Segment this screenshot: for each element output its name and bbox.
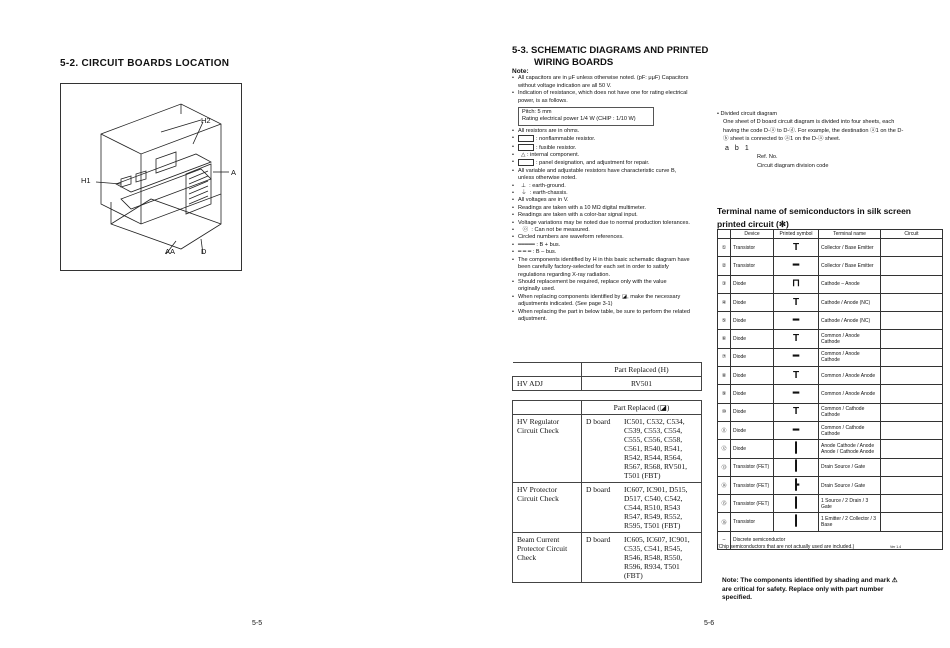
b-plus-bus-icon: ━━━━━ [518,241,537,248]
device-name: Diode [731,293,774,311]
table-row [513,483,702,533]
table-header: Part Replaced (H) [582,363,702,377]
printed-symbol-icon: ⊓ [774,275,819,293]
row-number: ⑭ [718,476,731,494]
table-cell: HV Protector Circuit Check [513,483,582,533]
b-minus-bus-icon: ━ ━ ━ [518,249,533,256]
note-item: • ⊥ : earth-ground. [518,183,690,190]
circuit-symbol-icon [881,257,943,275]
circuit-symbol-icon [881,348,943,366]
note-item: • : panel designation, and adjustment for repair. [518,159,690,167]
note-item: • All resistors are in ohms. [518,128,690,135]
terminal-name: Common / Cathode Cathode [819,421,881,439]
row-number: ⑩ [718,403,731,421]
not-measured-icon: ⓞ [518,227,532,234]
row-number: ⑦ [718,348,731,366]
row-number: ⑫ [718,440,731,458]
note-item: • Voltage variations may be noted due to normal production tolerances. [518,220,690,227]
note-item: • ━━━━━ : B + bus. [518,242,690,249]
circuit-symbol-icon [881,440,943,458]
box-line-2: Rating electrical power 1/4 W (CHIP : 1/10 W) [522,116,636,123]
circuit-symbol-icon [881,403,943,421]
device-name: Transistor (FET) [731,458,774,476]
resistance-box [518,107,654,126]
semiconductor-row [718,458,943,476]
circuit-symbol-icon [881,275,943,293]
label-h2: H2 [201,116,211,125]
terminal-name: 1 Emitter / 2 Collector / 3 Base [819,513,881,531]
terminal-name: Common / Anode Cathode [819,330,881,348]
table-cell: RV501 [582,377,702,391]
circuit-symbol-icon [881,367,943,385]
table-cell: D board [582,415,621,483]
table-cell: D board [582,483,621,533]
device-name: Transistor (FET) [731,495,774,513]
table-cell: HV ADJ [513,377,582,391]
fusible-resistor-icon [518,144,534,151]
printed-symbol-icon: ┣ [774,476,819,494]
terminal-name: Collector / Base Emitter [819,239,881,257]
col-header: Circuit [881,230,943,239]
heading-line-1: 5-3. SCHEMATIC DIAGRAMS AND PRINTED [512,45,709,56]
printed-symbol-icon: ━ [774,348,819,366]
table-cell: IC605, IC607, IC901, C535, C541, R545, R546, R548, R550, R596, R934, T501 (FBT) [620,533,702,583]
nonflammable-resistor-icon [518,135,534,142]
row-number: ⑪ [718,421,731,439]
semiconductor-row [718,440,943,458]
note-item: • All variable and adjustable resistors have characteristic curve B, unless otherwise noted. [518,168,690,183]
earth-chassis-icon: ⏚ [518,190,530,197]
semiconductor-table [717,229,943,550]
circuit-symbol-icon [881,385,943,403]
row-number: ② [718,257,731,275]
semiconductor-row [718,495,943,513]
row-number: ⑨ [718,385,731,403]
label-h1: H1 [81,176,91,185]
note-item: • The components identified by H in this basic schematic diagram have been carefully factory-selected for each set in order to satisfy regulations regarding X-ray radiation. [518,257,690,279]
row-number: ④ [718,293,731,311]
note-item: • Readings are taken with a color-bar signal input. [518,212,690,219]
terminal-name: 1 Source / 2 Drain / 3 Gate [819,495,881,513]
code-example: a b 1 [725,145,749,153]
table-row [513,415,702,483]
printed-symbol-icon: T [774,367,819,385]
row-number: ⑯ [718,513,731,531]
semiconductor-row [718,385,943,403]
earth-ground-icon: ⊥ [518,182,530,189]
circuit-symbol-icon [881,312,943,330]
semiconductor-title: Terminal name of semiconductors in silk screen printed circuit (✻) [717,206,911,229]
version-code: Ver 1.4 [890,545,902,549]
table-cell: Beam Current Protector Circuit Check [513,533,582,583]
note-item: • Indication of resistance, which does not have one for rating electrical power, is as follows. [518,90,690,105]
note-item: • △ : internal component. [518,152,690,159]
device-name: Diode [731,348,774,366]
notes-block [512,68,690,323]
device-name: Diode [731,312,774,330]
label-a: A [231,168,237,177]
printed-symbol-icon: T [774,293,819,311]
terminal-name: Drain Source / Gate [819,458,881,476]
heading-line-2: WIRING BOARDS [534,57,614,68]
note-item: • ⓞ : Can not be measured. [518,227,690,234]
page-number-right: 5-6 [704,620,715,627]
device-name: Diode [731,275,774,293]
terminal-name: Common / Anode Anode [819,385,881,403]
semiconductor-row [718,421,943,439]
circuit-symbol-icon [881,513,943,531]
device-name: Diode [731,440,774,458]
device-name: Diode [731,403,774,421]
internal-component-icon: △ [518,152,527,159]
circuit-symbol-icon [881,458,943,476]
terminal-name: Common / Anode Cathode [819,348,881,366]
col-header: Terminal name [819,230,881,239]
semiconductor-row [718,367,943,385]
circuit-symbol-icon [881,239,943,257]
terminal-name: Anode Cathode / Anode Anode / Cathode Anode [819,440,881,458]
row-number: ⑧ [718,367,731,385]
semiconductor-row [718,239,943,257]
note-item: • : fusible resistor. [518,144,690,152]
terminal-name: Common / Cathode Cathode [819,403,881,421]
circuit-symbol-icon [881,495,943,513]
circuit-boards-figure [60,83,242,271]
critical-safety-note: Note: The components identified by shading and mark ⚠ are critical for safety. Replace only with part number specified. [718,575,911,605]
note-item: • : nonflammable resistor. [518,135,690,143]
col-header: Device [731,230,774,239]
divided-text: One sheet of D board circuit diagram is divided into four sheets, each having the code D-ⓐ to D-ⓓ. For example, the destination ⓐ1 on the D-ⓑ sheet is connected to ⓐ1 on the D-ⓐ sheet. [723,119,904,142]
semiconductor-row [718,275,943,293]
col-header: Printed symbol [774,230,819,239]
panel-designation-icon [518,159,534,166]
note-item: • ━ ━ ━ : B – bus. [518,249,690,256]
device-name: Diode [731,385,774,403]
section-heading-schematic [512,45,722,69]
row-number: – [718,531,731,549]
terminal-name: Collector / Base Emitter [819,257,881,275]
terminal-name: Cathode – Anode [819,275,881,293]
row-number: ⑥ [718,330,731,348]
table-row [513,533,702,583]
note-item: • Readings are taken with a 10 MΩ digital multimeter. [518,205,690,212]
table-cell: HV Regulator Circuit Check [513,415,582,483]
divided-diagram-note [717,110,907,170]
division-code-label: Circuit diagram division code [757,162,829,169]
circuit-symbol-icon [881,293,943,311]
ref-no-label: Ref. No. [757,154,778,161]
printed-symbol-icon: ┃ [774,440,819,458]
row-number: ① [718,239,731,257]
printed-symbol-icon: ┃ [774,458,819,476]
semiconductor-row [718,293,943,311]
note-item: • When replacing components identified by ◪, make the necessary adjustments indicated. (See page 3-1) [518,294,690,309]
divided-title: • Divided circuit diagram [717,111,778,117]
table-header: Part Replaced (◪) [582,401,702,415]
label-d: D [201,247,207,256]
label-aa: AA [165,247,176,256]
printed-symbol-icon: T [774,239,819,257]
printed-symbol-icon: ━ [774,312,819,330]
section-heading-boards-location: 5-2. CIRCUIT BOARDS LOCATION [60,58,230,69]
device-name: Transistor [731,513,774,531]
device-name: Diode [731,330,774,348]
printed-symbol-icon: T [774,403,819,421]
note-item: • All voltages are in V. [518,197,690,204]
semiconductor-row [718,330,943,348]
table-cell: IC607, IC901, D515, D517, C540, C542, C544, R510, R543 R547, R549, R552, R595, T501 (FBT) [620,483,702,533]
table-cell: IC501, C532, C534, C539, C553, C554, C555, C556, C558, C561, R540, R541, R542, R544, R564, R567, R568, RV501, T501 (FBT) [620,415,702,483]
semiconductor-row [718,348,943,366]
semiconductor-row [718,513,943,531]
device-name: Transistor [731,239,774,257]
part-replaced-table-hv [512,362,702,391]
chip-note: (Chip semiconductors that are not actually used are included.) [717,544,855,550]
printed-symbol-icon: ━ [774,385,819,403]
row-number: ⑮ [718,495,731,513]
row-number: ⑬ [718,458,731,476]
table-cell: D board [582,533,621,583]
terminal-name: Cathode / Anode (NC) [819,293,881,311]
device-name: Diode [731,421,774,439]
semiconductor-row [718,257,943,275]
semiconductor-row [718,312,943,330]
printed-symbol-icon: ━ [774,257,819,275]
row-number: ⑤ [718,312,731,330]
box-line-1: Pitch: 5 mm [522,109,552,116]
printed-symbol-icon: T [774,330,819,348]
printed-symbol-icon: ━ [774,421,819,439]
page-number-left: 5-5 [252,620,263,627]
circuit-symbol-icon [881,421,943,439]
circuit-symbol-icon [881,476,943,494]
note-item: • All capacitors are in μF unless otherwise noted. (pF: μμF) Capacitors without voltage indication are all 50 V. [518,75,690,90]
printed-symbol-icon: ┃ [774,495,819,513]
note-item: • Should replacement be required, replace only with the value originally used. [518,279,690,294]
device-name: Transistor (FET) [731,476,774,494]
terminal-name: Drain Source / Gate [819,476,881,494]
circuit-symbol-icon [881,330,943,348]
part-replaced-table-adjust [512,400,702,583]
terminal-name: Cathode / Anode (NC) [819,312,881,330]
device-name: Diode [731,367,774,385]
semiconductor-row [718,403,943,421]
device-name: Discrete semiconductor [731,531,943,549]
note-item: • Circled numbers are waveform references. [518,234,690,241]
note-item: • ⏚ : earth-chassis. [518,190,690,197]
device-name: Transistor [731,257,774,275]
note-item: • When replacing the part in below table, be sure to perform the related adjustment. [518,309,690,324]
semiconductor-row [718,476,943,494]
printed-symbol-icon: ┃ [774,513,819,531]
terminal-name: Common / Anode Anode [819,367,881,385]
row-number: ③ [718,275,731,293]
note-title: Note: [512,68,529,75]
